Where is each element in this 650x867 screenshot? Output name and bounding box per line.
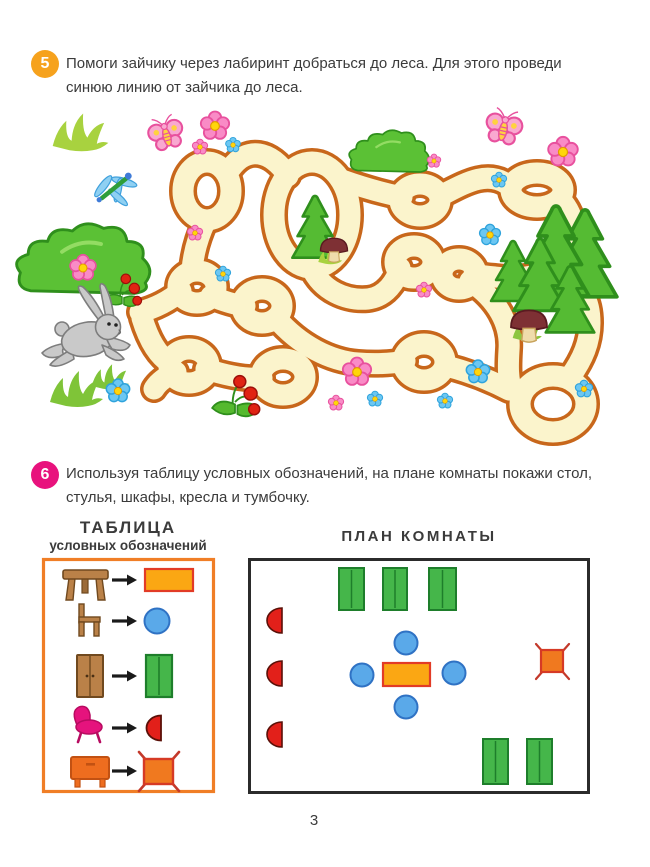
exercise-5-line2: синюю линию от зайчика до леса. [66,79,303,96]
maze-illustration[interactable] [0,100,650,450]
plan-wardrobe[interactable] [527,739,552,784]
grass-icon [53,113,109,151]
symbol-nightstand [139,752,179,791]
plan-wardrobe[interactable] [339,568,364,610]
symbol-orange-rectangle [145,569,193,591]
exercise-6-text [66,462,622,510]
plan-chair[interactable] [395,632,418,655]
exercise-5-badge: 5 [31,50,59,78]
page-number: 3 [309,812,319,829]
plan-wardrobe[interactable] [483,739,508,784]
butterfly-icon [145,113,187,153]
exercise-6-line2: стулья, шкафы, кресла и тумбочку. [66,489,310,506]
plan-wardrobe[interactable] [429,568,456,610]
plan-wardrobes-top [339,568,456,610]
legend-table [40,556,220,798]
exercise-5-line1: Помоги зайчику через лабиринт добраться до леса. Для этого проведи [66,55,562,72]
room-plan [246,556,594,798]
exercise-5-text [66,52,622,100]
plan-chair[interactable] [443,662,466,685]
plan-wardrobe[interactable] [383,568,407,610]
symbol-blue-circle [145,609,170,634]
butterfly-icon [483,106,525,146]
dragonfly-icon [88,167,143,214]
plan-chair[interactable] [351,664,374,687]
exercise-6-badge: 6 [31,461,59,489]
legend-title-line2: условных обозначений [49,538,207,553]
legend-title [30,518,226,553]
wardrobe-icon [77,655,103,697]
exercise-6-line1: Используя таблицу условных обозначений, на плане комнаты покажи стол, [66,465,592,482]
plan-table[interactable] [383,663,430,686]
grass-icon [50,371,103,407]
plan-chair[interactable] [395,696,418,719]
bush-icon [349,130,429,172]
symbol-green-rectangle [146,655,172,697]
legend-title-line1: ТАБЛИЦА [79,518,177,537]
plan-title: ПЛАН КОМНАТЫ [341,528,497,545]
